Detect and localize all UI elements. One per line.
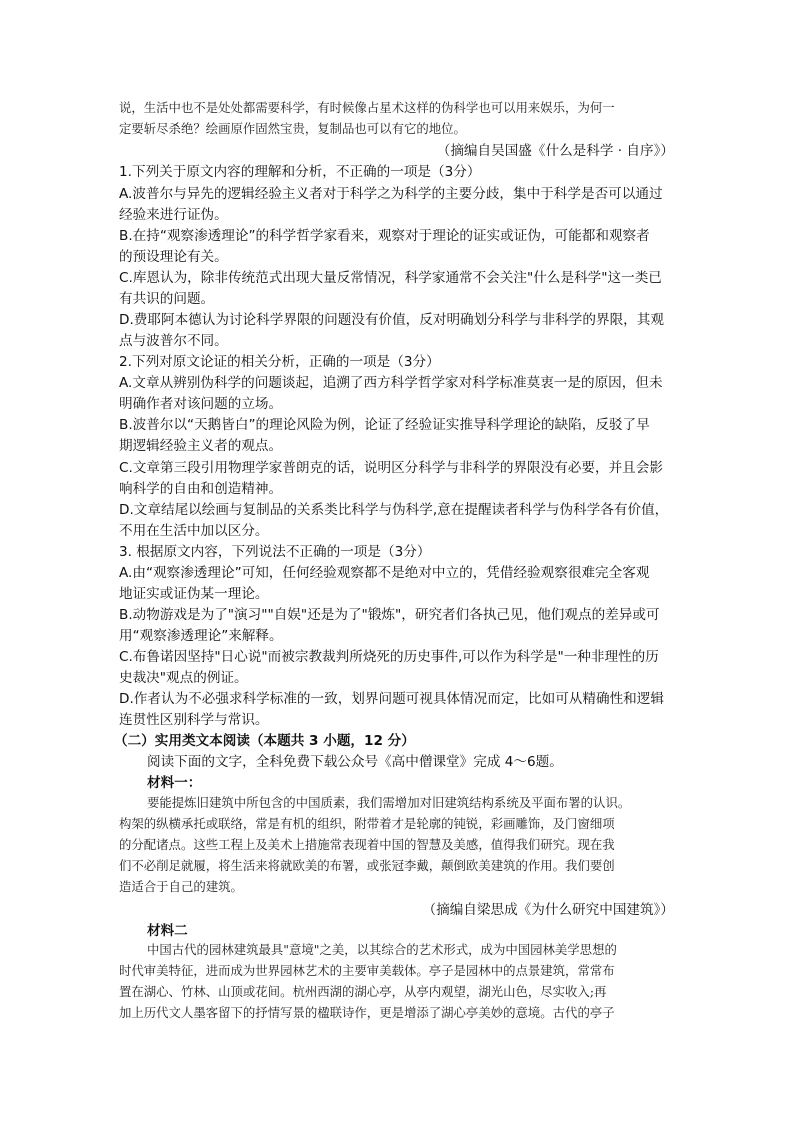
material-line: 要能提炼旧建筑中所包含的中国质素，我们需增加对旧建筑结构系统及平面布署的认识。 [147,795,631,810]
option-line: C.文章第三段引用物理学家普朗克的话，说明区分科学与非科学的界限没有必要，并且会影 [119,460,663,476]
passage-source: （摘编自吴国盛《什么是科学 · 自序》） [436,143,674,159]
option-line: 不用在生活中加以区分。 [119,523,269,539]
option-line: B.动物游戏是为了"演习""自娱"还是为了"锻炼"，研究者们各执己见，他们观点的差异或可 [119,607,660,623]
option-line: 有共识的问题。 [119,291,215,307]
option-line: 的预设理论有关。 [119,249,228,265]
question-2-stem: 2.下列对原文论证的相关分析，正确的一项是（3分） [119,354,440,370]
material-line: 置在湖心、竹林、山顶或花间。杭州西湖的湖心亭，从亭内观望，湖光山色，尽实收入;再 [119,984,607,999]
option-line: C.库恩认为，除非传统范式出现大量反常情况，科学家通常不会关注"什么是科学"这一类已 [119,270,662,286]
passage-line: 定要斩尽杀绝？绘画原作固然宝贵，复制品也可以有它的地位。 [119,121,466,136]
option-line: 史裁决"观点的例证。 [119,670,248,686]
question-3-stem: 3. 根据原文内容，下列说法不正确的一项是（3分） [119,544,431,560]
section-instruction: 阅读下面的文字，全科免费下载公众号《高中僧课堂》完成 4～6题。 [147,754,563,770]
option-line: 地证实或证伪某一理论。 [119,586,269,602]
option-line: D.作者认为不必强求科学标准的一致，划界问题可视具体情况而定，比如可从精确性和逻辑 [119,691,664,707]
option-line: 点与波普尔不同。 [119,333,228,349]
option-line: 用“观察渗透理论”来解释。 [119,628,283,644]
option-line: A.由“观察渗透理论”可知，任何经验观察都不是绝对中立的，凭借经验观察很难完全客观 [119,565,650,581]
option-line: B.波普尔以“天鹅皆白”的理论风险为例，论证了经验证实推导科学理论的缺陷，反驳了早 [119,417,650,433]
option-line: 连贯性区别科学与常识。 [119,712,269,728]
option-line: B.在持“观察渗透理论”的科学哲学家看来，观察对于理论的证实或证伪，可能都和观察者 [119,228,650,244]
option-line: 明确作者对该问题的立场。 [119,396,283,412]
material-line: 造适合于自己的建筑。 [119,879,243,894]
option-line: 经验来进行证伪。 [119,207,228,223]
option-line: D.费耶阿本德认为讨论科学界限的问题没有价值，反对明确划分科学与非科学的界限，其观 [119,312,664,328]
option-line: D.文章结尾以绘画与复制品的关系类比科学与伪科学,意在提醒读者科学与伪科学各有价值， [119,502,669,518]
option-line: A.文章从辨别伪科学的问题谈起，追溯了西方科学哲学家对科学标准莫衷一是的原因，但未 [119,375,663,391]
material-line: 时代审美特征，进而成为世界园林艺术的主要审美载体。亭子是园林中的点景建筑，常常布 [119,963,615,978]
option-line: A.波普尔与异先的逻辑经验主义者对于科学之为科学的主要分歧，集中于科学是否可以通过 [119,186,663,202]
section-heading: （二）实用类文本阅读（本题共 3 小题，12 分） [114,733,415,749]
material-line: 构架的纵横承托或联络，常是有机的组织，附带着才是轮廓的钝锐，彩画雕饰，及门窗细项 [119,816,615,831]
material-line: 的分配诸点。这些工程上及美术上措施常表现着中国的智慧及美感，值得我们研究。现在我 [119,837,615,852]
option-line: 响科学的自由和创造精神。 [119,481,283,497]
material-line: 们不必削足就履，将生活来将就欧美的布署，或张冠李戴，颠倒欧美建筑的作用。我们要创 [119,858,615,873]
material-line: 中国古代的园林建筑最具"意境"之美，以其综合的艺术形式，成为中国园林美学思想的 [147,942,617,957]
option-line: 期逻辑经验主义者的观点。 [119,438,283,454]
material-label: 材料一： [147,775,202,791]
option-line: C.布鲁诺因坚持"日心说"而被宗教裁判所烧死的历史事件,可以作为科学是"一种非理性的历 [119,649,659,665]
question-1-stem: 1.下列关于原文内容的理解和分析，不正确的一项是（3分） [119,164,481,180]
passage-line: 说，生活中也不是处处都需要科学，有时候像占星术这样的伪科学也可以用来娱乐，为何一 [119,100,615,115]
material-label: 材料二 [147,923,188,939]
material-source: （摘编自梁思成《为什么研究中国建筑》） [422,902,674,918]
material-line: 加上历代文人墨客留下的抒情写景的楹联诗作，更是增添了湖心亭美妙的意境。古代的亭子 [119,1005,615,1020]
